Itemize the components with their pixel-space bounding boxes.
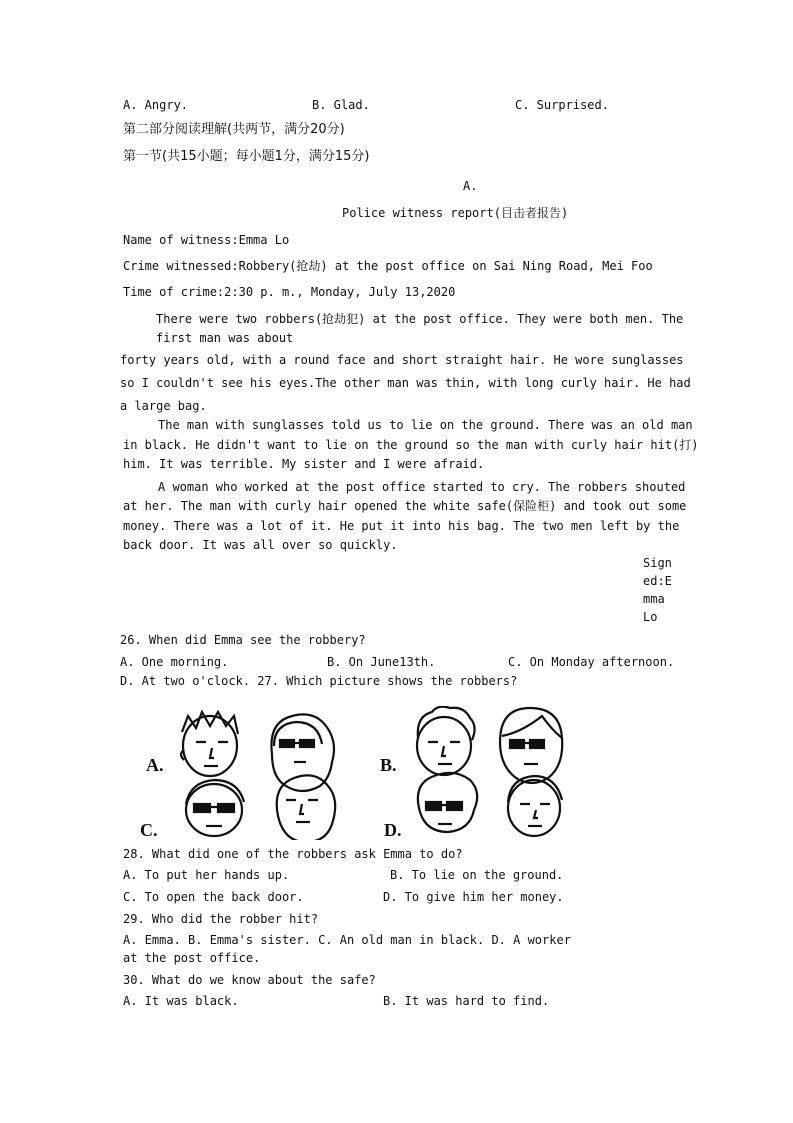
picture-label-a: A.: [146, 755, 164, 775]
signature-line: Lo: [643, 610, 658, 624]
face-a2-curly-sunglasses: [271, 714, 334, 791]
face-d2-short-hair: [508, 776, 562, 836]
crime-witnessed: Crime witnessed:Robbery(抢劫) at the post office on Sai Ning Road, Mei Foo: [123, 259, 653, 273]
face-a1-spiky-hair: [181, 712, 238, 776]
p3-line: back door. It was all over so quickly.: [123, 538, 398, 552]
signature-line: Sign: [643, 556, 672, 570]
q30-option-a: A. It was black.: [123, 994, 239, 1008]
picture-label-d: D.: [384, 820, 402, 840]
p1-line: a large bag.: [120, 399, 207, 413]
q26-option-c: C. On Monday afternoon.: [508, 655, 675, 669]
p3-line: A woman who worked at the post office started to cry. The robbers shouted: [158, 480, 686, 494]
q29-stem: 29. Who did the robber hit?: [123, 912, 319, 926]
section1-title: 第一节(共15小题；每小题1分，满分15分): [123, 149, 370, 164]
passage-letter: A.: [463, 179, 478, 193]
q28-option-b: B. To lie on the ground.: [390, 868, 564, 882]
q29-options-continued: at the post office.: [123, 951, 261, 965]
p3-line: at her. The man with curly hair opened the white safe(保险柜) and took out some: [123, 499, 687, 513]
p2-line: in black. He didn't want to lie on the ground so the man with curly hair hit(打): [123, 438, 699, 452]
passage-title: Police witness report(目击者报告): [342, 206, 569, 220]
q26-option-a: A. One morning.: [120, 655, 229, 669]
face-d1-curly-sunglasses: [418, 773, 477, 832]
q30-option-b: B. It was hard to find.: [383, 994, 550, 1008]
p1-line: so I couldn't see his eyes.The other man was thin, with long curly hair. He had: [120, 376, 691, 390]
p2-line: The man with sunglasses told us to lie on the ground. There was an old man: [158, 418, 693, 432]
p2-line: him. It was terrible. My sister and I were afraid.: [123, 457, 485, 471]
signature-line: mma: [643, 592, 665, 606]
picture-label-c: C.: [140, 820, 158, 840]
q28-option-c: C. To open the back door.: [123, 890, 304, 904]
face-b1-curly-hair: [417, 707, 475, 775]
p1-line: first man was about: [156, 331, 294, 345]
crime-time: Time of crime:2:30 p. m., Monday, July 13,2020: [123, 285, 456, 299]
q28-option-d: D. To give him her money.: [383, 890, 564, 904]
face-b2-sunglasses: [500, 708, 562, 783]
q29-options: A. Emma. B. Emma's sister. C. An old man in black. D. A worker: [123, 933, 571, 947]
p1-line: forty years old, with a round face and short straight hair. He wore sunglasses: [120, 353, 684, 367]
section2-title: 第二部分阅读理解(共两节，满分20分): [123, 122, 345, 137]
q26-option-d-and-q27-stem: D. At two o'clock. 27. Which picture shows the robbers?: [120, 674, 518, 688]
q28-stem: 28. What did one of the robbers ask Emma to do?: [123, 847, 463, 861]
witness-name: Name of witness:Emma Lo: [123, 233, 290, 247]
robber-pictures: [122, 706, 592, 840]
signature-line: ed:E: [643, 574, 672, 588]
face-c1-sunglasses: [186, 780, 244, 836]
p3-line: money. There was a lot of it. He put it into his bag. The two men left by the: [123, 519, 680, 533]
q26-option-b: B. On June13th.: [327, 655, 436, 669]
p1-line: There were two robbers(抢劫犯) at the post office. They were both men. The: [156, 312, 684, 326]
q25-option-a: A. Angry.: [123, 98, 189, 112]
q26-stem: 26. When did Emma see the robbery?: [120, 633, 366, 647]
q30-stem: 30. What do we know about the safe?: [123, 973, 376, 987]
q25-option-c: C. Surprised.: [515, 98, 609, 112]
q28-option-a: A. To put her hands up.: [123, 868, 290, 882]
picture-label-b: B.: [380, 755, 397, 775]
q25-option-b: B. Glad.: [312, 98, 370, 112]
